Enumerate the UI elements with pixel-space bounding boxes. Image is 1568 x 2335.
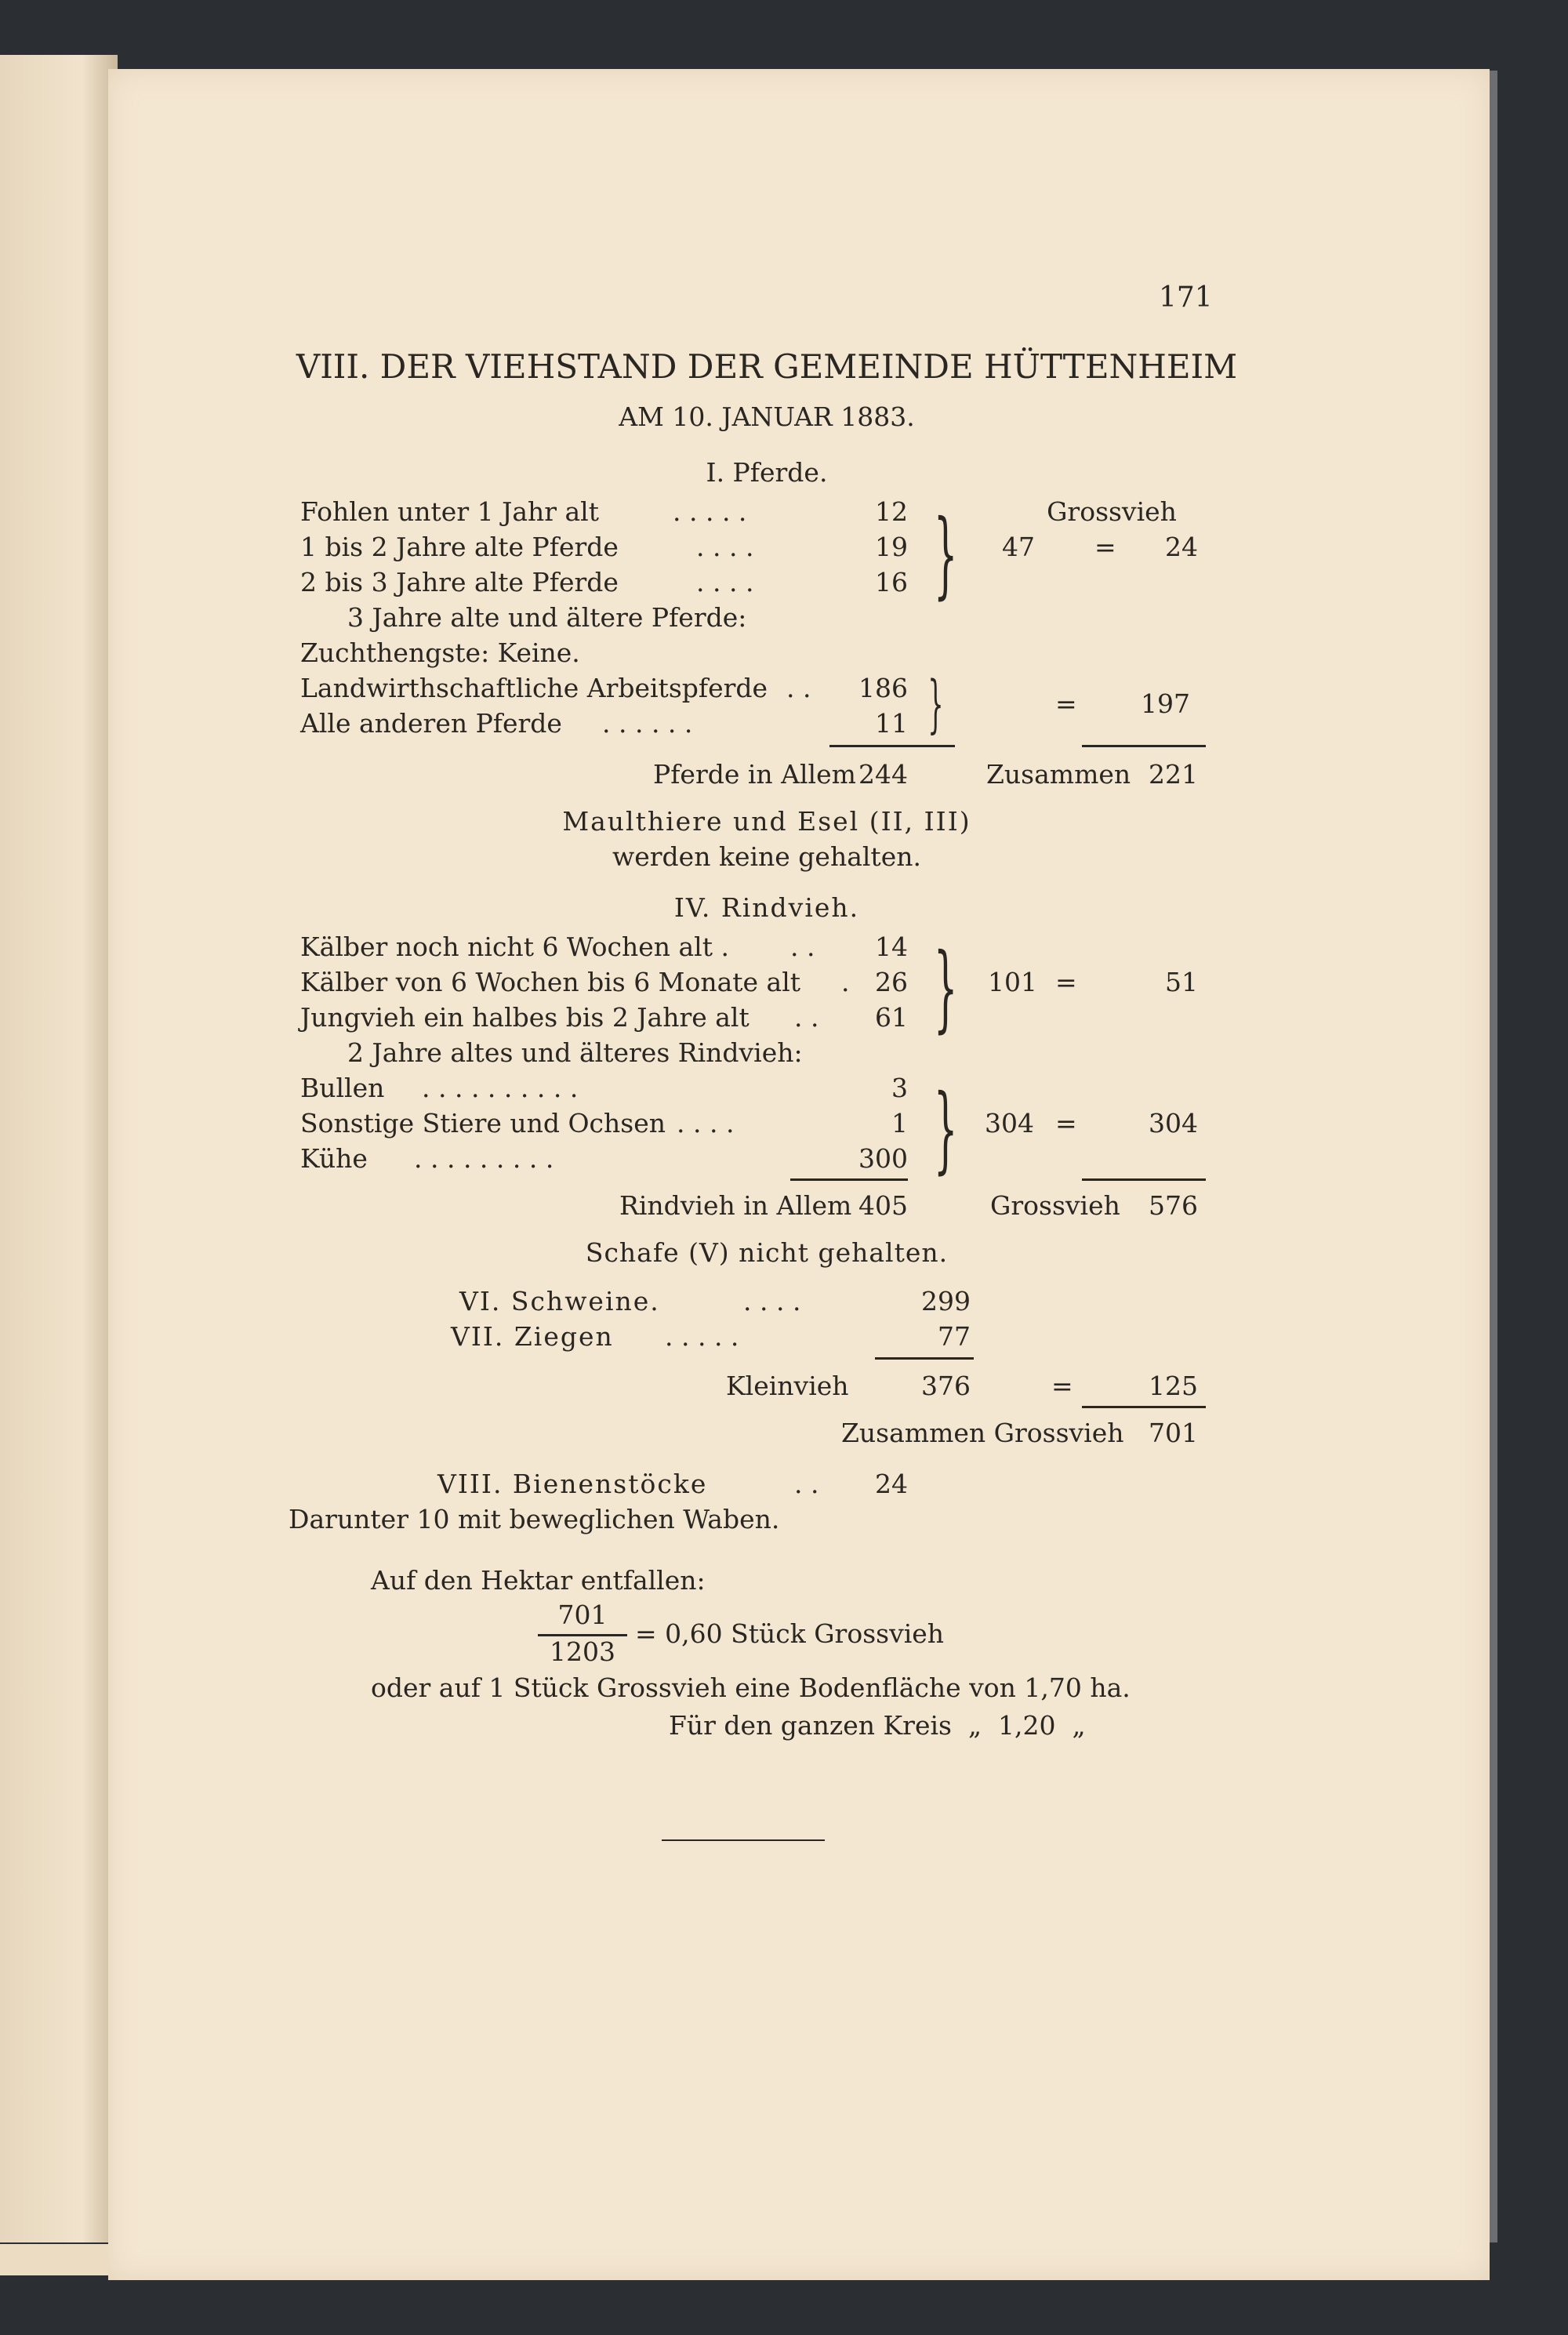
row-label: 2 bis 3 Jahre alte Pferde	[300, 567, 619, 597]
subheading: 3 Jahre alte und ältere Pferde:	[347, 602, 747, 633]
maulthiere-note: werden keine gehalten.	[612, 841, 921, 872]
sum-rule	[1082, 1406, 1206, 1408]
sum-rule	[790, 1178, 908, 1181]
total-label: Rindvieh in Allem	[619, 1190, 852, 1221]
row-dots: . .	[790, 931, 815, 962]
equals-sign: =	[1055, 1108, 1077, 1138]
row-label: Kühe	[300, 1143, 368, 1174]
row-dots: . .	[786, 673, 811, 703]
row-value: 16	[875, 567, 908, 597]
sum-rule	[875, 1357, 974, 1360]
kleinvieh-value: 376	[921, 1371, 971, 1401]
group-sum: 101	[988, 967, 1037, 997]
sum-rule	[829, 745, 955, 747]
zuchthengste-line: Zuchthengste: Keine.	[300, 637, 580, 668]
page-subtitle: AM 10. JANUAR 1883.	[619, 401, 915, 432]
bienen-label: VIII. Bienenstöcke	[437, 1469, 708, 1499]
row-label: Kälber noch nicht 6 Wochen alt .	[300, 931, 729, 962]
hektar-result: = 0,60 Stück Grossvieh	[635, 1618, 945, 1649]
group-grossvieh: 197	[1141, 688, 1190, 719]
subheading: 2 Jahre altes und älteres Rindvieh:	[347, 1037, 803, 1068]
row-dots: . . . . . . . . .	[414, 1143, 554, 1174]
grossvieh-label: Grossvieh	[990, 1190, 1120, 1221]
row-value: 77	[938, 1321, 971, 1352]
row-value: 1	[891, 1108, 908, 1138]
left-page-edge	[0, 55, 118, 2242]
group-brace: }	[933, 500, 958, 609]
group-brace: }	[933, 1075, 958, 1184]
equals-sign: =	[1055, 967, 1077, 997]
row-dots: . . . .	[696, 567, 754, 597]
kleinvieh-label: Kleinvieh	[726, 1371, 849, 1401]
page-title: VIII. DER VIEHSTAND DER GEMEINDE HÜTTENHEIM	[296, 347, 1238, 386]
row-label: Kälber von 6 Wochen bis 6 Monate alt	[300, 967, 801, 997]
zusammen-value: 221	[1149, 759, 1198, 790]
total-value: 244	[858, 759, 908, 790]
row-label: Sonstige Stiere und Ochsen	[300, 1108, 666, 1138]
row-value: 300	[858, 1143, 908, 1174]
group-brace: }	[933, 934, 958, 1043]
row-dots: . . . . .	[665, 1321, 739, 1352]
kleinvieh-grossvieh: 125	[1149, 1371, 1198, 1401]
schafe-line: Schafe (V) nicht gehalten.	[585, 1237, 949, 1268]
section-heading-pferde: I. Pferde.	[706, 457, 828, 488]
total-value: 405	[858, 1190, 908, 1221]
total-label: Pferde in Allem	[653, 759, 856, 790]
row-dots: . . . . . .	[602, 708, 693, 739]
row-value: 19	[875, 532, 908, 562]
sum-rule	[1082, 745, 1206, 747]
row-value: 3	[891, 1073, 908, 1103]
row-value: 26	[875, 967, 908, 997]
equals-sign: =	[1051, 1371, 1073, 1401]
row-dots: . . . . .	[673, 496, 747, 527]
fraction-numerator: 701	[557, 1600, 608, 1630]
section-heading-rindvieh: IV. Rindvieh.	[673, 892, 860, 923]
bienen-value: 24	[875, 1469, 908, 1499]
row-dots: . .	[794, 1469, 819, 1499]
bienen-note: Darunter 10 mit beweglichen Waben.	[289, 1504, 780, 1534]
group-grossvieh: 51	[1165, 967, 1198, 997]
group-grossvieh: 304	[1149, 1108, 1198, 1138]
row-dots: . . . .	[743, 1286, 801, 1316]
row-label: Bullen	[300, 1073, 385, 1103]
row-value: 12	[875, 496, 908, 527]
grossvieh-header: Grossvieh	[1047, 496, 1177, 527]
row-dots: .	[841, 967, 850, 997]
fraction-denominator: 1203	[550, 1636, 615, 1667]
sum-rule	[1082, 1178, 1206, 1181]
page-number: 171	[1159, 281, 1213, 314]
row-dots: . . . . . . . . . .	[422, 1073, 579, 1103]
row-value: 11	[875, 708, 908, 739]
closing-rule	[662, 1839, 825, 1841]
equals-sign: =	[1055, 688, 1077, 719]
equals-sign: =	[1094, 532, 1116, 562]
group-grossvieh: 24	[1165, 532, 1198, 562]
row-value: 299	[921, 1286, 971, 1316]
grossvieh-value: 576	[1149, 1190, 1198, 1221]
group-brace: }	[927, 667, 944, 740]
hektar-intro: Auf den Hektar entfallen:	[371, 1565, 706, 1596]
zusammen-label: Zusammen Grossvieh	[841, 1418, 1124, 1448]
book-page	[108, 69, 1490, 2280]
row-dots: . . . .	[696, 532, 754, 562]
row-label: Landwirthschaftliche Arbeitspferde	[300, 673, 768, 703]
zusammen-label: Zusammen	[986, 759, 1131, 790]
hektar-line2: oder auf 1 Stück Grossvieh eine Bodenfläche von 1,70 ha.	[371, 1672, 1131, 1703]
row-value: 186	[858, 673, 908, 703]
maulthiere-line: Maulthiere und Esel (II, III)	[562, 806, 971, 837]
row-label: Alle anderen Pferde	[300, 708, 562, 739]
row-value: 61	[875, 1002, 908, 1033]
row-label: VI. Schweine.	[459, 1286, 660, 1316]
row-dots: . . . .	[677, 1108, 735, 1138]
row-value: 14	[875, 931, 908, 962]
row-label: Fohlen unter 1 Jahr alt	[300, 496, 599, 527]
zusammen-value: 701	[1149, 1418, 1198, 1448]
hektar-line3: Für den ganzen Kreis „ 1,20 „	[669, 1710, 1086, 1741]
group-sum: 47	[1002, 532, 1035, 562]
row-label: 1 bis 2 Jahre alte Pferde	[300, 532, 619, 562]
group-sum: 304	[985, 1108, 1034, 1138]
row-dots: . .	[794, 1002, 819, 1033]
row-label: Jungvieh ein halbes bis 2 Jahre alt	[300, 1002, 750, 1033]
row-label: VII. Ziegen	[451, 1321, 614, 1352]
